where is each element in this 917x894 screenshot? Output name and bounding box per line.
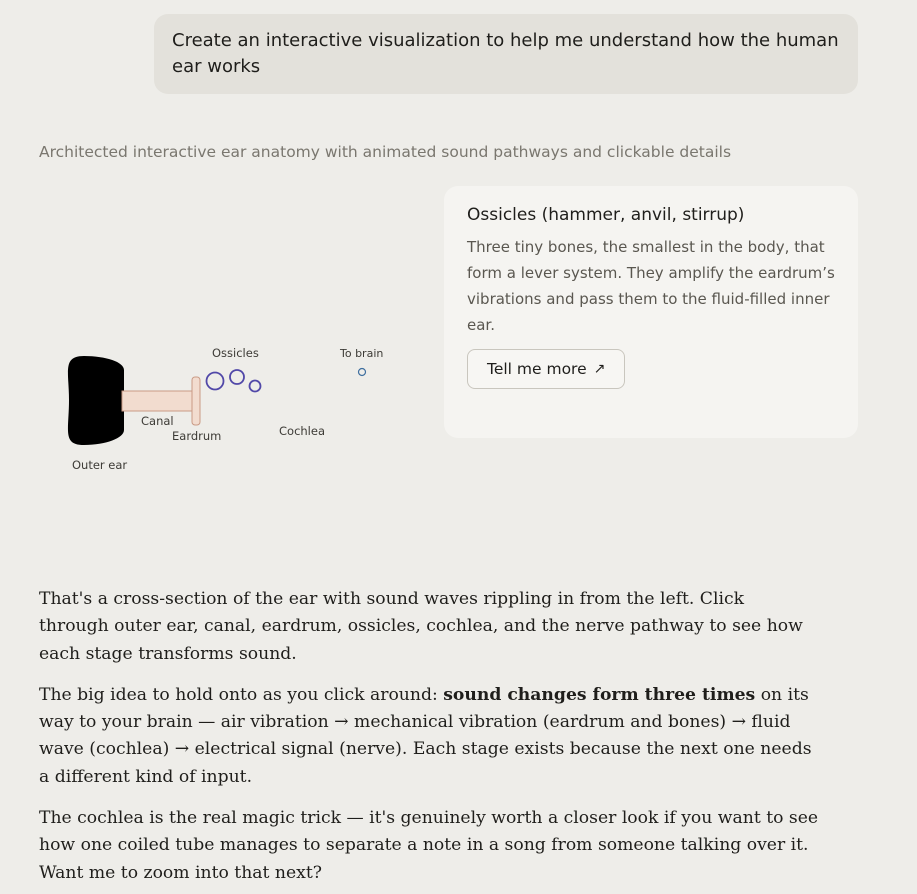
arrow-up-right-icon: ↗	[593, 361, 606, 377]
eardrum-label: Eardrum	[172, 429, 222, 443]
stirrup-bone	[250, 381, 261, 392]
detail-card-title: Ossicles (hammer, anvil, stirrup)	[467, 205, 745, 225]
eardrum-shape[interactable]	[192, 377, 200, 425]
ossicles-group[interactable]	[207, 370, 261, 392]
assistant-reply	[39, 586, 819, 894]
reply-paragraph-2	[39, 682, 819, 791]
user-message-text: Create an interactive visualization to help me understand how the human ear works	[172, 30, 839, 77]
user-message-bubble	[154, 14, 858, 94]
canal-shape[interactable]	[122, 391, 192, 411]
to-brain-label: To brain	[340, 347, 384, 360]
ear-diagram	[40, 330, 440, 490]
anvil-bone	[230, 370, 244, 384]
reply-paragraph-3: The cochlea is the real magic trick — it's genuinely worth a closer look if you want to see how one coiled tube manages to separate a note in a song from someone talking over it. Want me to zoom into that next?	[39, 808, 819, 883]
reply-p2-intro: The big idea to hold onto as you click around:	[39, 684, 444, 705]
cochlea-label: Cochlea	[279, 424, 325, 438]
reply-paragraph-1: That's a cross-section of the ear with sound waves rippling in from the left. Click through outer ear, canal, eardrum, ossicles, cochlea, and the nerve pathway to see how each stage transforms sound.	[39, 589, 803, 664]
hammer-bone	[207, 373, 224, 390]
canal-label: Canal	[141, 414, 174, 428]
tell-me-more-label: Tell me more	[487, 360, 587, 378]
outer-ear-label: Outer ear	[72, 458, 128, 472]
tell-me-more-button[interactable]	[467, 349, 625, 389]
reply-p2-rest: on its way to your brain — air vibration → mechanical vibration (eardrum and bones) → fluid wave (cochlea) → electrical signal (nerve). Each stage exists because the next one needs a different kind of input.	[39, 684, 812, 787]
detail-card-description: Three tiny bones, the smallest in the body, that form a lever system. They amplify the eardrum’s vibrations and pass them to the fluid-filled inner ear.	[467, 238, 835, 334]
thinking-summary[interactable]: Architected interactive ear anatomy with animated sound pathways and clickable details	[39, 143, 732, 161]
nerve-point[interactable]	[359, 369, 366, 376]
detail-card	[444, 186, 858, 438]
outer-ear-shape[interactable]	[68, 356, 124, 445]
ossicles-label: Ossicles	[212, 346, 259, 360]
reply-p2-bold: sound changes form three times	[443, 684, 756, 705]
